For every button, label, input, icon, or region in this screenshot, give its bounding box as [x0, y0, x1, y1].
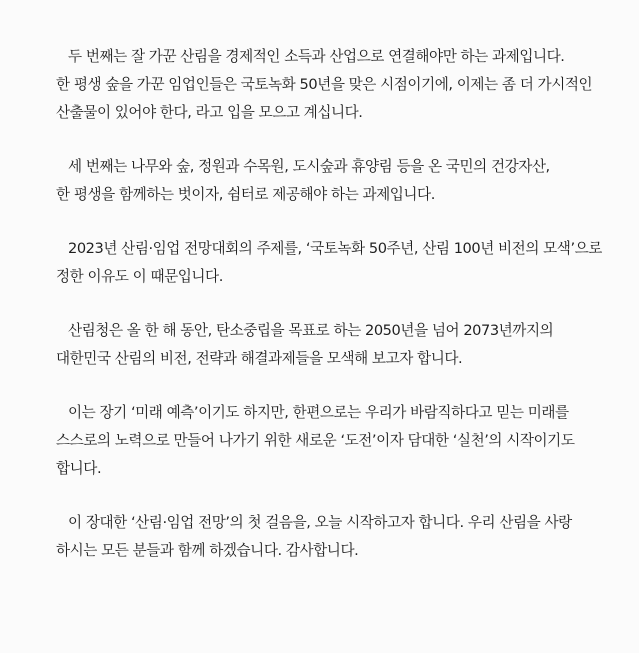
text-line: 하시는 모든 분들과 함께 하겠습니다. 감사합니다.	[56, 542, 359, 559]
text-line: 한 평생을 함께하는 벗이자, 쉼터로 제공해야 하는 과제입니다.	[56, 186, 435, 203]
document-body	[56, 43, 606, 591]
paragraph-future-challenge	[56, 399, 606, 483]
text-line: 스스로의 노력으로 만들어 나가기 위한 새로운 ‘도전’이자 담대한 ‘실천’의 시작이기도	[56, 432, 575, 449]
paragraph-forest-service-vision	[56, 317, 606, 373]
text-line: 산출물이 있어야 한다, 라고 입을 모으고 계십니다.	[56, 104, 363, 121]
text-line: 세 번째는 나무와 숲, 정원과 수목원, 도시숲과 휴양림 등을 온 국민의 건강자산,	[68, 158, 550, 175]
text-line: 정한 이유도 이 때문입니다.	[56, 268, 223, 285]
text-line: 2023년 산림·임업 전망대회의 주제를, ‘국토녹화 50주년, 산림 100년 비전의 모색’으로	[68, 240, 602, 257]
paragraph-closing	[56, 509, 606, 565]
text-line: 대한민국 산림의 비전, 전략과 해결과제들을 모색해 보고자 합니다.	[56, 350, 463, 367]
text-line: 두 번째는 잘 가꾼 산림을 경제적인 소득과 산업으로 연결해야만 하는 과제입니다.	[68, 48, 565, 65]
text-line: 이 장대한 ‘산림·임업 전망’의 첫 걸음을, 오늘 시작하고자 합니다. 우리 산림을 사랑	[68, 514, 572, 531]
paragraph-conference-theme	[56, 235, 606, 291]
text-line: 이는 장기 ‘미래 예측’이기도 하지만, 한편으로는 우리가 바람직하다고 믿는 미래를	[68, 404, 569, 421]
text-line: 산림청은 올 한 해 동안, 탄소중립을 목표로 하는 2050년을 넘어 2073년까지의	[68, 322, 554, 339]
paragraph-second-task	[56, 43, 606, 127]
text-line: 한 평생 숲을 가꾼 임업인들은 국토녹화 50년을 맞은 시점이기에, 이제는 좀 더 가시적인	[56, 76, 593, 93]
paragraph-third-task	[56, 153, 606, 209]
text-line: 합니다.	[56, 460, 102, 477]
